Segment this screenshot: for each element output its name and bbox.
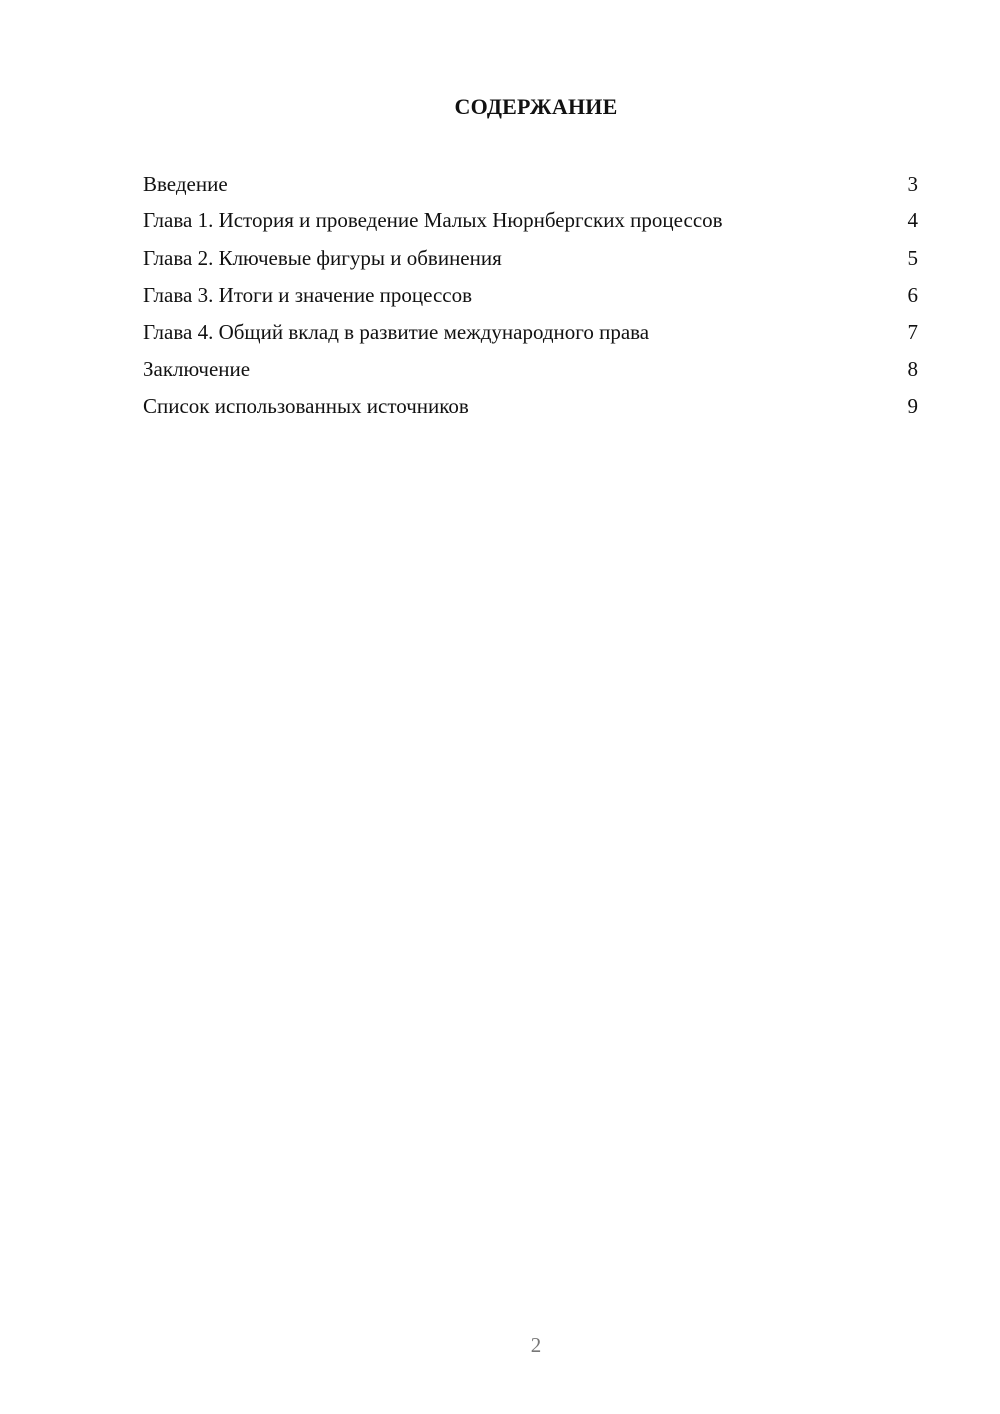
toc-entry-title: Список использованных источников bbox=[143, 394, 469, 418]
toc-entry-conclusion bbox=[143, 354, 918, 384]
toc-entry-introduction bbox=[143, 169, 918, 199]
toc-entry-chapter-4 bbox=[143, 317, 918, 347]
toc-entry-chapter-3 bbox=[143, 280, 918, 310]
toc-entry-title: Глава 1. История и проведение Малых Нюрнбергских процессов bbox=[143, 208, 723, 232]
toc-entry-page: 8 bbox=[907, 357, 918, 381]
toc-heading: СОДЕРЖАНИЕ bbox=[454, 94, 618, 119]
toc-entry-page: 9 bbox=[907, 394, 918, 418]
toc-entry-page: 5 bbox=[907, 246, 918, 270]
toc-entry-chapter-1 bbox=[143, 206, 918, 234]
toc-entry-page: 3 bbox=[907, 172, 918, 196]
toc-entry-title: Глава 2. Ключевые фигуры и обвинения bbox=[143, 246, 502, 270]
toc-entry-chapter-2 bbox=[143, 243, 918, 273]
toc-entry-page: 7 bbox=[907, 320, 918, 344]
toc-entry-page: 4 bbox=[907, 208, 918, 232]
toc-entry-title: Глава 4. Общий вклад в развитие международного права bbox=[143, 320, 650, 344]
table-of-contents bbox=[143, 169, 918, 428]
toc-entry-title: Заключение bbox=[143, 357, 251, 381]
toc-entry-title: Глава 3. Итоги и значение процессов bbox=[143, 283, 473, 307]
toc-entry-references bbox=[143, 391, 918, 421]
toc-entry-title: Введение bbox=[143, 172, 228, 196]
toc-entry-page: 6 bbox=[907, 283, 918, 307]
page-number: 2 bbox=[530, 1333, 542, 1357]
